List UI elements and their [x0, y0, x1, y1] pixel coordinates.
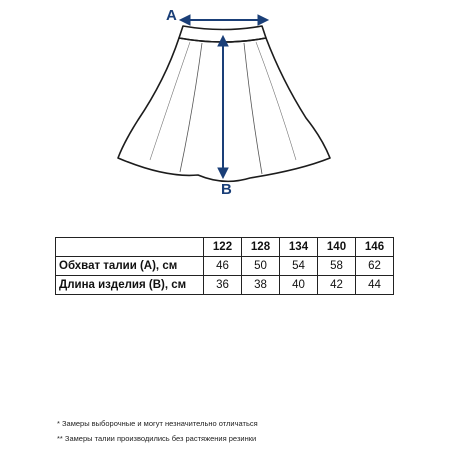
table-row: [56, 257, 394, 276]
table-corner-cell: [56, 238, 204, 257]
waist-measure-arrow: [180, 15, 268, 25]
table-cell: 46: [204, 257, 242, 276]
size-header-cell: 122: [204, 238, 242, 257]
length-label-b: B: [221, 181, 232, 198]
skirt-fold-line: [256, 42, 296, 160]
skirt-diagram: [0, 0, 450, 210]
length-measure-arrow: [218, 36, 228, 178]
length-row-label: Длина изделия (В), см: [56, 276, 204, 295]
table-cell: 50: [242, 257, 280, 276]
waist-label-a: A: [166, 7, 177, 24]
waist-row-label: Обхват талии (А), см: [56, 257, 204, 276]
table-cell: 44: [356, 276, 394, 295]
size-header-cell: 134: [280, 238, 318, 257]
table-cell: 36: [204, 276, 242, 295]
size-header-cell: 140: [318, 238, 356, 257]
size-table: [55, 237, 394, 295]
table-cell: 40: [280, 276, 318, 295]
footnote-measurements: * Замеры выборочные и могут незначительно отличаться: [57, 419, 258, 428]
table-cell: 54: [280, 257, 318, 276]
size-header-row: [56, 238, 394, 257]
footnote-waist: ** Замеры талии производились без растяжения резинки: [57, 434, 257, 443]
table-cell: 58: [318, 257, 356, 276]
table-row: [56, 276, 394, 295]
table-cell: 38: [242, 276, 280, 295]
table-cell: 62: [356, 257, 394, 276]
size-header-cell: 146: [356, 238, 394, 257]
size-header-cell: 128: [242, 238, 280, 257]
table-cell: 42: [318, 276, 356, 295]
skirt-fold-line: [244, 43, 262, 174]
